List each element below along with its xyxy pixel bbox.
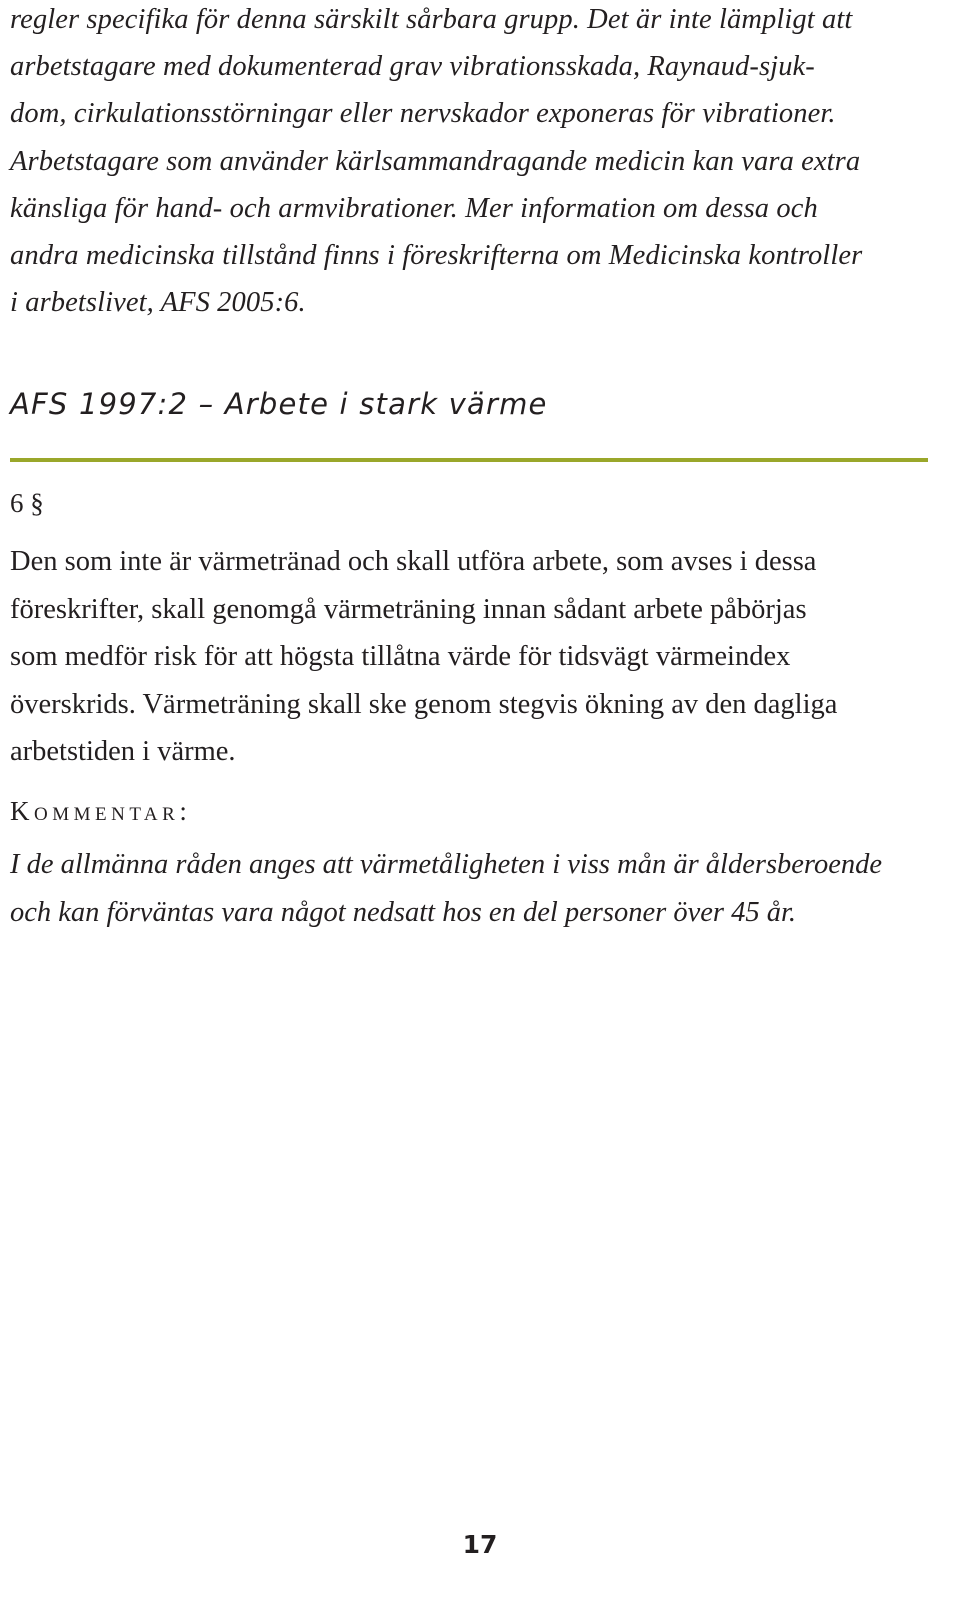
section-heading: AFS 1997:2 – Arbete i stark värme <box>10 387 548 421</box>
comment-label: Kommentar: <box>10 796 192 826</box>
paragraph-number: 6 § <box>10 488 44 518</box>
regulation-line: föreskrifter, skall genomgå värmeträning innan sådant arbete påbörjas <box>10 593 807 625</box>
intro-paragraph <box>10 0 950 326</box>
regulation-text <box>10 538 950 776</box>
comment-text <box>10 841 950 937</box>
intro-line: känsliga för hand- och armvibrationer. Mer information om dessa och <box>10 192 818 224</box>
intro-line: Arbetstagare som använder kärlsammandragande medicin kan vara extra <box>10 145 861 177</box>
section-divider <box>10 458 928 462</box>
regulation-line: som medför risk för att högsta tillåtna värde för tidsvägt värmeindex <box>10 641 791 672</box>
intro-line: i arbetslivet, AFS 2005:6. <box>10 287 306 319</box>
regulation-line: överskrids. Värmeträning skall ske genom stegvis ökning av den dagliga <box>10 688 838 720</box>
intro-line: andra medicinska tillstånd finns i föreskrifterna om Medicinska kontroller <box>10 240 863 272</box>
page-number: 17 <box>462 1530 498 1559</box>
regulation-line: arbetstiden i värme. <box>10 736 236 767</box>
comment-line: och kan förväntas vara något nedsatt hos en del personer över 45 år. <box>10 897 797 928</box>
intro-line: arbetstagare med dokumenterad grav vibrationsskada, Raynaud-sjuk- <box>10 51 815 83</box>
comment-line: I de allmänna råden anges att värmetåligheten i viss mån är åldersberoende <box>10 849 883 880</box>
regulation-line: Den som inte är värmetränad och skall utföra arbete, som avses i dessa <box>10 546 817 577</box>
intro-line: regler specifika för denna särskilt sårbara grupp. Det är inte lämpligt att <box>10 4 853 35</box>
intro-line: dom, cirkulationsstörningar eller nervskador exponeras för vibrationer. <box>10 98 836 130</box>
